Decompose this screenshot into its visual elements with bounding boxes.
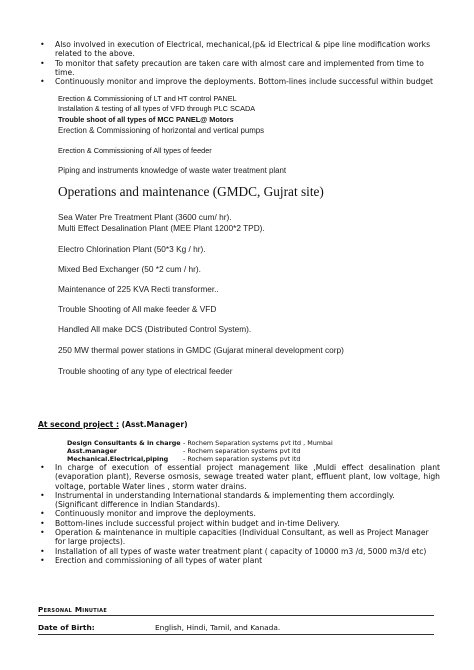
list-item: • Installation of all types of waste water treatment plant ( capacity of 10000 m3 /d, 5000 m3/d etc)	[38, 547, 440, 556]
section-divider	[38, 615, 434, 616]
list-item: • Erection and commissioning of all types of water plant	[38, 556, 440, 565]
erection-item: Erection & Commissioning of horizontal and vertical pumps	[58, 126, 265, 135]
list-item: • Operation & maintenance in multiple capacities (Individual Consultant, as well as Project Manager for large projects).	[38, 528, 440, 547]
detail-value: - Rochem separation systems pvt ltd	[183, 455, 301, 463]
second-project-heading-label: At second project :	[38, 420, 119, 429]
dob-value: English, Hindi, Tamil, and Kanada.	[155, 623, 281, 632]
erection-item: Installation & testing of all types of VFD through PLC SCADA	[58, 104, 256, 113]
ops-item: Maintenance of 225 KVA Recti transformer..	[58, 284, 219, 294]
detail-label: Mechanical.Electrical,piping	[67, 455, 169, 463]
list-item: • To monitor that safety precaution are taken care with almost care and implemented from time to time.	[38, 59, 440, 78]
erection-item: Erection & Commissioning of LT and HT control PANEL	[58, 94, 237, 103]
erection-item: Erection & Commissioning of All types of feeder	[58, 146, 212, 155]
ops-item: Sea Water Pre Treatment Plant (3600 cum/ hr).	[58, 212, 232, 222]
second-project-bullets	[38, 463, 440, 565]
detail-value: - Rochem separation systems pvt ltd	[183, 447, 301, 455]
ops-item: Trouble Shooting of All make feeder & VFD	[58, 304, 217, 314]
detail-label: Asst.manager	[67, 447, 117, 455]
ops-item: Trouble shooting of any type of electrical feeder	[58, 366, 233, 376]
second-project-heading	[38, 420, 188, 429]
dob-label: Date of Birth:	[38, 623, 95, 632]
section-divider	[38, 634, 434, 635]
ops-item: Mixed Bed Exchanger (50 *2 cum / hr).	[58, 264, 201, 274]
erection-item: Trouble shoot of all types of MCC PANEL@ Motors	[58, 115, 234, 124]
list-item: • In charge of execution of essential project management like ,Muldi effect desalination plant (evaporation plant), Reverse osmosis, sewage treated water plant, effluent plant, low voltage, high voltage, portable Water lines , storm water drains.	[38, 463, 440, 491]
ops-item: 250 MW thermal power stations in GMDC (Gujarat mineral development corp)	[58, 345, 344, 355]
ops-item: Multi Effect Desalination Plant (MEE Plant 1200*2 TPD).	[58, 223, 265, 233]
detail-value: - Rochem Separation systems pvt ltd , Mumbai	[183, 439, 333, 447]
detail-label: Design Consultants & in charge	[67, 439, 181, 447]
list-item: • Also involved in execution of Electrical, mechanical,(p& id Electrical & pipe line modification works related to the above.	[38, 40, 440, 59]
erection-item: Piping and instruments knowledge of waste water treatment plant	[58, 166, 287, 175]
top-bullet-list	[38, 40, 440, 86]
list-item: • Continuously monitor and improve the deployments.	[38, 509, 440, 518]
ops-item: Electro Chlorination Plant (50*3 Kg / hr).	[58, 244, 206, 254]
second-project-heading-role: (Asst.Manager)	[119, 420, 188, 429]
personal-heading: Personal Minutiae	[38, 605, 108, 614]
list-item: • Continuously monitor and improve the deployments. Bottom-lines include successful within budget	[38, 77, 440, 86]
list-item: • Instrumental in understanding International standards & implementing them accordingly. (Significant difference in Indian Standards).	[38, 491, 440, 510]
section-heading: Operations and maintenance (GMDC, Gujrat site)	[58, 184, 324, 199]
list-item: • Bottom-lines include successful project within budget and in-time Delivery.	[38, 519, 440, 528]
ops-item: Handled All make DCS (Distributed Control System).	[58, 324, 252, 334]
